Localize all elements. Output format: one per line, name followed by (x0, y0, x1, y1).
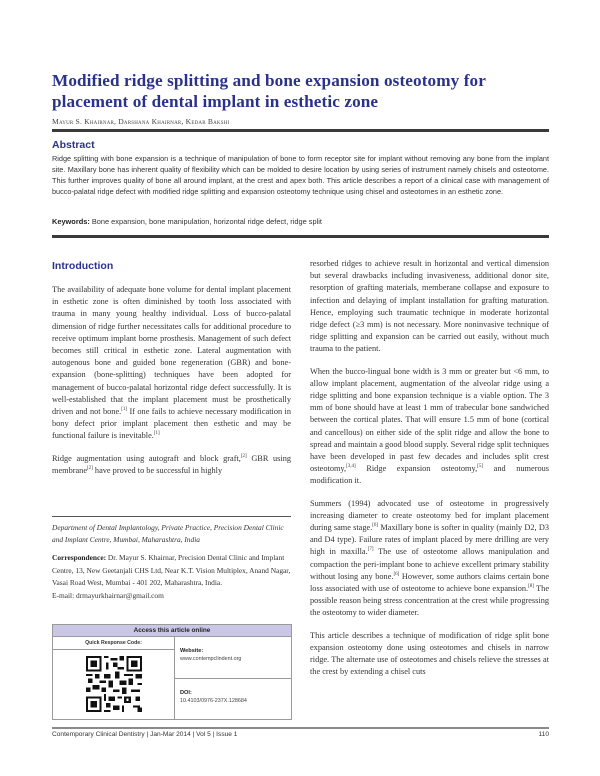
keywords-list: Bone expansion, bone manipulation, horizontal ridge defect, ridge split (91, 217, 322, 226)
intro-paragraph-5: Summers (1994) advocated use of osteotome in progressively increasing diameter to create osteotomy bed for implant placement during same stage.[6] Maxillary bone is softer in quality (mainly D2, D3 and D4 type). Failure rates of implant placed by mere drilling are very high in maxilla.[7] The use of osteotome allows manipulation and compaction the peri-implant bone to achieve excellent primary stability without losing any bone.[6] However, some authors claims certain bone loss associated with use of osteotome to achieve bone expansion.[8] The possible reason being stress concentration at the crest while progressing the osteotomy to wider diameter. (310, 498, 549, 618)
intro-paragraph-1: The availability of adequate bone volume for dental implant placement in esthetic zone is often diminished by tooth loss associated with trauma in many young healthy individual. Loss of bucco-palatal dimension of ridge further necessitates calls for additional procedure to receive optimum implant borne prosthesis. Management of such defect becomes still critical in esthetic zone. Lateral augmentation with autogenous bone and guided bone regeneration (GBR) and bone-expansion (bone-splitting) techniques have been adopted for management of bucco-palatal horizontal ridge defect successfully. It is well-established that the implant placement must be prosthetically driven and not bone.[1] If one fails to achieve necessary modification in bony defect prior implant placement then esthetic and may be functional failure is inevitable.[1] (52, 285, 291, 441)
intro-paragraph-2: Ridge augmentation using autograft and block graft,[2] GBR using membrane[2] have proved to be successful in highly (52, 453, 291, 475)
website-label: Website: (180, 648, 204, 654)
paper-title: Modified ridge splitting and bone expansion osteotomy for placement of dental implant in esthetic zone (52, 71, 486, 111)
correspondence-address: Dr. Mayur S. Khairnar, Precision Dental Clinic and Implant Centre, 13, New Geetanjali CHS Ltd, Near K.T. Vision Multiplex, Anand Nagar, Vasai Road West, Mumbai - 401 202, Maharashtra, India. (52, 553, 291, 588)
abstract-divider (52, 235, 549, 238)
website-cell (175, 637, 291, 678)
footer-divider (52, 727, 549, 729)
doi-link[interactable]: 10.4103/0976-237X.128684 (180, 697, 247, 704)
qr-code-icon[interactable] (86, 656, 142, 712)
left-column (52, 284, 291, 487)
keywords (52, 217, 549, 226)
correspondence-label: Correspondence: (52, 553, 107, 562)
qr-label: Quick Response Code: (53, 637, 174, 650)
access-article-box (52, 624, 292, 720)
journal-citation: Contemporary Clinical Dentistry | Jan-Mar 2014 | Vol 5 | Issue 1 (52, 731, 238, 738)
page-number: 110 (538, 731, 549, 738)
website-link[interactable]: www.contempclindent.org (180, 656, 242, 662)
intro-paragraph-3: resorbed ridges to achieve result in horizontal and vertical dimension but several drawbacks including invasiveness, additional donor site, resorption of grafting materials, memberane collapse and exposure to infection and delaying of implant installation for grafting maturation. Hence, employing such traumatic technique in moderate horizontal ridge defect (≥3 mm) is not necessary. More noninvasive technique of ridge splitting and expansion can be carried out easily, without much trauma to the patient. (310, 259, 549, 354)
introduction-heading: Introduction (52, 260, 114, 272)
author-list: Mayur S. Khairnar, Darshana Khairnar, Kedar Bakshi (52, 117, 230, 126)
abstract-heading: Abstract (52, 139, 95, 151)
title-divider (52, 129, 549, 132)
correspondence (52, 552, 291, 602)
keywords-label: Keywords: (52, 217, 90, 226)
intro-paragraph-4: When the bucco-lingual bone width is 3 mm or greater but <6 mm, to allow implant placement, augmentation of the alveolar ridge using a ridge splitting and bone expansion technique is a viable option. The 3 mm of bone should have at least 1 mm of trabecular bone sandwiched between the cortical plates. That will ensure 1.5 mm of bone (cortical and cancellous) on either side of the split ridge and allow the bone to spread and maintain a good blood supply. Several ridge split techniques have been developed in past few decades and includes split crest osteotomy,[3,4] Ridge expansion osteotomy,[5] and numerous modification it. (310, 366, 549, 486)
correspondence-email[interactable]: E-mail: drmayurkhairnar@gmail.com (52, 590, 164, 600)
affiliation: Department of Dental Implantology, Private Practice, Precision Dental Clinic and Implant Centre, Mumbai, Maharashtra, India (52, 523, 284, 544)
right-column (310, 258, 549, 689)
abstract-body: Ridge splitting with bone expansion is a technique of manipulation of bone to form receptor site for implant without removing any bone from the implant site. Maxillary bone has inherent quality of flexibility which can be molded to desire location by using series of instrument namely chisels and osteotome. This further improves quality of bone all around implant, at the crest and apex both. This article describes a report of a clinical case with management of bucco-palatal ridge defect with modified ridge splitting and expansion osteotomy technique using chisel and osteotomes in an esthetic zone. (52, 154, 549, 197)
access-box-heading: Access this article online (53, 625, 291, 637)
doi-label: DOI: (180, 689, 192, 696)
intro-paragraph-6: This article describes a technique of modification of ridge split bone expansion osteotomy done using osteotomes and chisels in narrow ridge. The alternate use of osteotomes and chisels relieve the stresses at the crest by extending a chisel cuts (310, 630, 549, 677)
doi-cell (175, 678, 291, 720)
affiliation-divider (52, 516, 291, 517)
